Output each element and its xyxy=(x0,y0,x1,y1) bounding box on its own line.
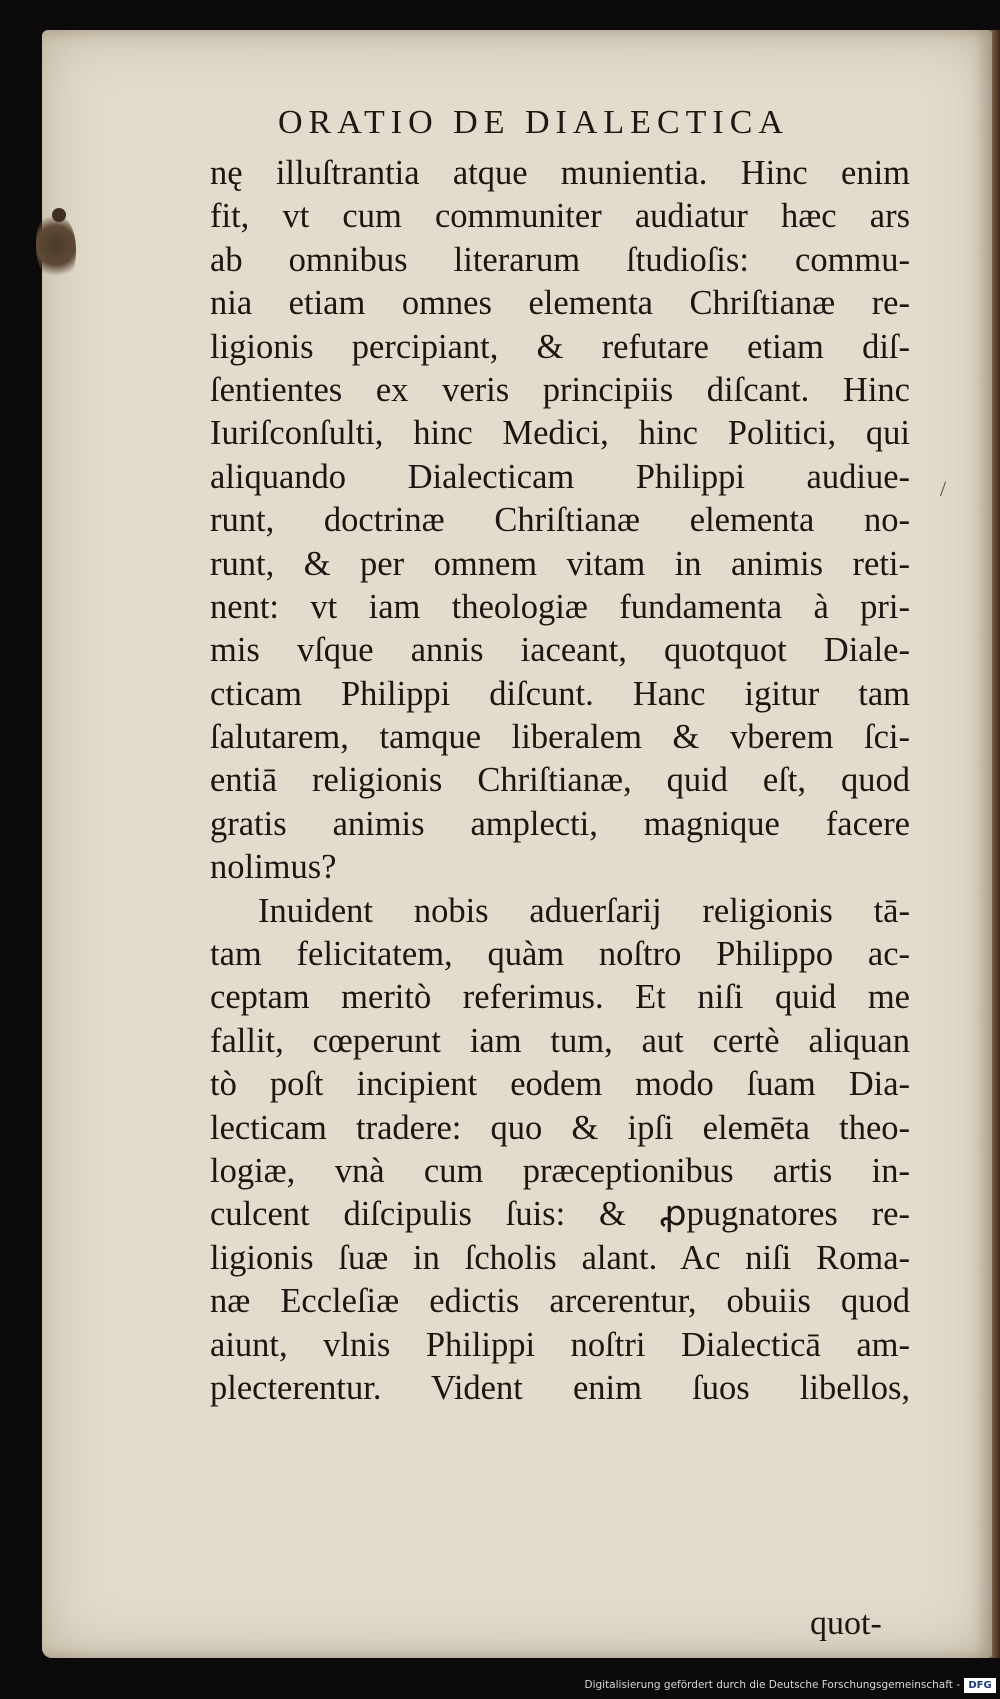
text-line: fallit, cœperunt iam tum, aut certè aliquan xyxy=(210,1021,910,1060)
ink-stain-spot xyxy=(52,208,66,222)
text-line: nia etiam omnes elementa Chriſtianæ re- xyxy=(210,284,910,323)
margin-mark: / xyxy=(940,476,947,501)
text-line: tò poſt incipient eodem modo ſuam Dia- xyxy=(210,1065,910,1104)
text-line: plecterentur. Vident enim ſuos libellos, xyxy=(210,1368,910,1407)
text-line: ceptam meritò referimus. Et niſi quid me xyxy=(210,978,910,1017)
text-line: ab omnibus literarum ſtudioſis: commu- xyxy=(210,240,910,279)
text-line: aiunt, vlnis Philippi noſtri Dialecticā am- xyxy=(210,1325,910,1364)
text-line: gratis animis amplecti, magnique facere xyxy=(210,804,910,843)
text-line: ligionis ſuæ in ſcholis alant. Ac niſi Roma- xyxy=(210,1238,910,1277)
text-line: nent: vt iam theologiæ fundamenta à pri- xyxy=(210,587,910,626)
text-line: fit, vt cum communiter audiatur hæc ars xyxy=(210,197,910,236)
text-line: logiæ, vnà cum præceptionibus artis in- xyxy=(210,1151,910,1190)
text-line: lecticam tradere: quo & ipſi elemēta theo- xyxy=(210,1108,910,1147)
text-line: Iuriſconſulti, hinc Medici, hinc Politici, qui xyxy=(210,414,910,453)
text-line: cticam Philippi diſcunt. Hanc igitur tam xyxy=(210,674,910,713)
text-line: tam felicitatem, quàm noſtro Philippo ac- xyxy=(210,935,910,974)
text-line: runt, doctrinæ Chriſtianæ elementa no- xyxy=(210,501,910,540)
text-line: culcent diſcipulis ſuis: & ꝓpugnatores re- xyxy=(210,1195,910,1234)
dfg-logo: DFG xyxy=(964,1678,996,1693)
text-line: mis vſque annis iaceant, quotquot Diale- xyxy=(210,631,910,670)
body-text xyxy=(210,152,910,1410)
catchword: quot- xyxy=(810,1605,882,1642)
digitization-credit: Digitalisierung gefördert durch die Deutsche Forschungsgemeinschaft - xyxy=(584,1679,960,1691)
text-line: nolimus? xyxy=(210,848,337,887)
text-line: næ Eccleſiæ edictis arcerentur, obuiis quod xyxy=(210,1282,910,1321)
text-line: aliquando Dialecticam Philippi audiue- xyxy=(210,457,910,496)
text-line: Inuident nobis aduerſarij religionis tā- xyxy=(258,891,910,930)
running-head: ORATIO DE DIALECTICA xyxy=(278,104,789,141)
text-line: entiā religionis Chriſtianæ, quid eſt, quod xyxy=(210,761,910,800)
text-line: ſentientes ex veris principiis diſcant. Hinc xyxy=(210,370,910,409)
text-line: runt, & per omnem vitam in animis reti- xyxy=(210,544,910,583)
text-line: ligionis percipiant, & refutare etiam diſ- xyxy=(210,327,910,366)
text-line: nę illuſtrantia atque munientia. Hinc enim xyxy=(210,154,910,192)
ink-stain xyxy=(36,214,76,284)
text-line: ſalutarem, tamque liberalem & vberem ſci- xyxy=(210,718,910,757)
